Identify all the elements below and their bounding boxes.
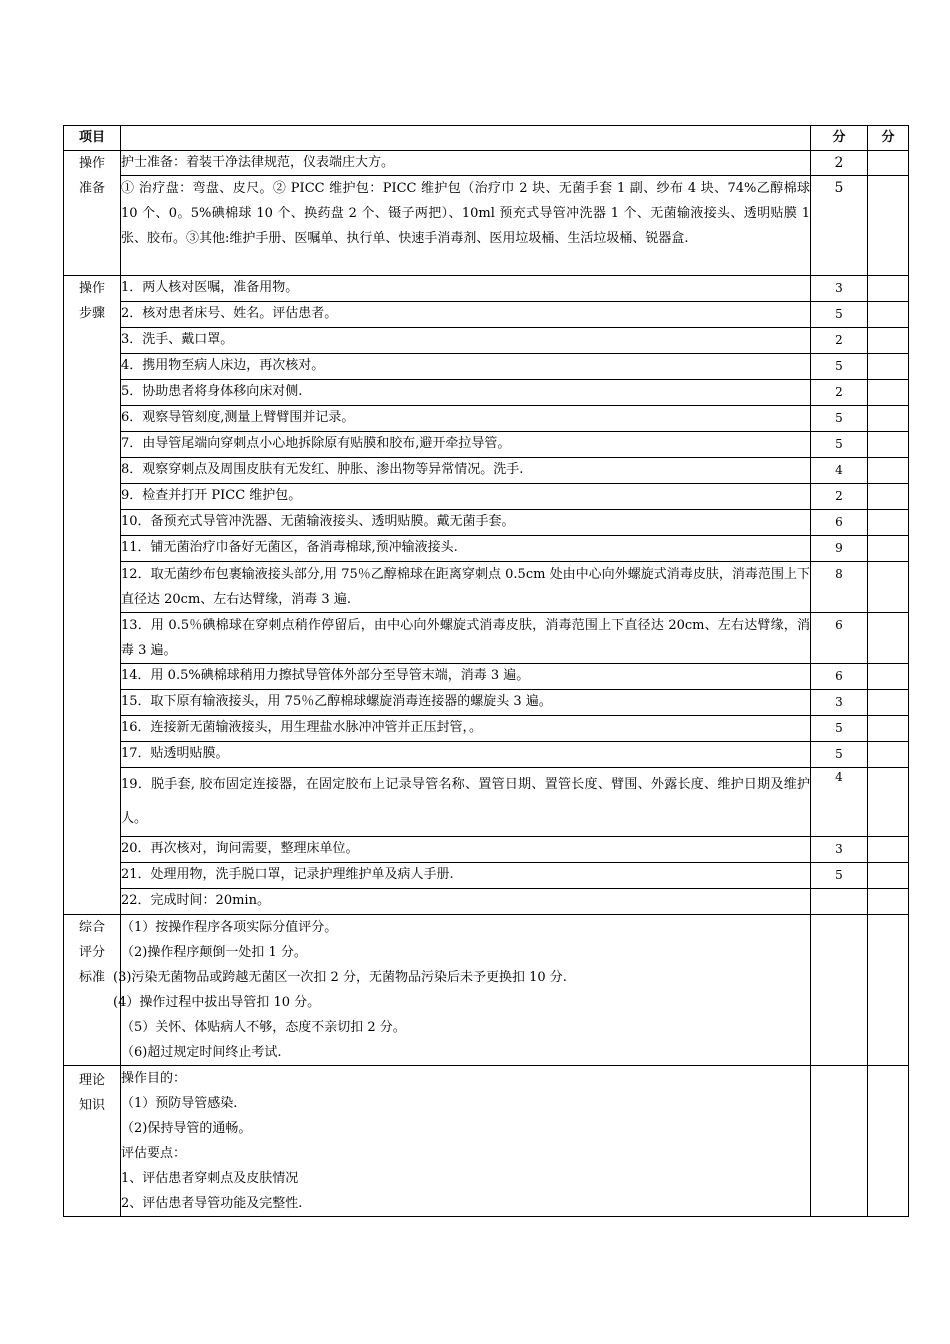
step-score: 9 — [811, 536, 868, 562]
step-text: 21．处理用物，洗手脱口罩，记录护理维护单及病人手册. — [121, 863, 811, 889]
step-row — [64, 302, 909, 328]
step-text: 5．协助患者将身体移向床对侧. — [121, 380, 811, 406]
step-score-2 — [868, 664, 909, 690]
step-score-2 — [868, 510, 909, 536]
step-row — [64, 380, 909, 406]
step-score-2 — [868, 889, 909, 915]
step-score: 5 — [811, 432, 868, 458]
scoring-score — [811, 915, 868, 1066]
step-text: 1．两人核对医嘱，准备用物。 — [121, 276, 811, 302]
step-score: 6 — [811, 510, 868, 536]
step-row — [64, 664, 909, 690]
theory-line: （1）预防导管感染. — [121, 1096, 238, 1111]
scoring-criteria — [113, 915, 811, 1066]
step-score-2 — [868, 328, 909, 354]
step-score: 5 — [811, 742, 868, 768]
step-row — [64, 690, 909, 716]
step-score: 5 — [811, 406, 868, 432]
scoring-line: (4）操作过程中拔出导管扣 10 分。 — [113, 995, 321, 1010]
step-score-2 — [868, 768, 909, 837]
prep-score-2 — [868, 151, 909, 176]
step-score: 5 — [811, 302, 868, 328]
step-score-2 — [868, 742, 909, 768]
step-row — [64, 716, 909, 742]
step-row — [64, 768, 909, 837]
step-score-2 — [868, 484, 909, 510]
step-row — [64, 328, 909, 354]
step-score: 3 — [811, 276, 868, 302]
step-row — [64, 562, 909, 613]
theory-line: 1、评估患者穿刺点及皮肤情况 — [121, 1171, 299, 1186]
step-text: 16．连接新无菌输液接头，用生理盐水脉冲冲管并正压封管，。 — [121, 716, 811, 742]
step-row — [64, 742, 909, 768]
step-score: 2 — [811, 380, 868, 406]
prep-row — [64, 151, 909, 176]
step-text: 10．备预充式导管冲洗器、无菌输液接头、透明贴膜。戴无菌手套。 — [121, 510, 811, 536]
step-score: 2 — [811, 484, 868, 510]
header-score-1: 分 — [811, 126, 868, 151]
step-text: 20．再次核对，询问需要，整理床单位。 — [121, 837, 811, 863]
section-label-scoring: 综合 评分 标准 — [64, 915, 121, 1066]
theory-content — [121, 1066, 811, 1217]
step-score — [811, 889, 868, 915]
step-score-2 — [868, 690, 909, 716]
scoring-line: （5）关怀、体贴病人不够，态度不亲切扣 2 分。 — [121, 1020, 406, 1035]
theory-line: （2)保持导管的通畅。 — [121, 1121, 252, 1136]
prep-score: 2 — [811, 151, 868, 176]
step-row — [64, 837, 909, 863]
step-row — [64, 458, 909, 484]
header-item: 项目 — [64, 126, 121, 151]
step-text: 9．检查并打开 PICC 维护包。 — [121, 484, 811, 510]
step-score-2 — [868, 302, 909, 328]
step-text: 6．观察导管刻度,测量上臂臂围并记录。 — [121, 406, 811, 432]
step-score-2 — [868, 863, 909, 889]
step-score-2 — [868, 536, 909, 562]
theory-line: 操作目的： — [121, 1071, 187, 1086]
scoring-score-2 — [868, 915, 909, 1066]
step-score-2 — [868, 432, 909, 458]
prep-row — [64, 176, 909, 276]
prep-text: 护士准备：着装干净法律规范，仪表端庄大方。 — [121, 151, 811, 176]
prep-score: 5 — [811, 176, 868, 276]
step-row — [64, 889, 909, 915]
step-score: 5 — [811, 716, 868, 742]
step-row — [64, 484, 909, 510]
step-score: 6 — [811, 664, 868, 690]
step-score: 4 — [811, 458, 868, 484]
step-text: 17．贴透明贴膜。 — [121, 742, 811, 768]
theory-score — [811, 1066, 868, 1217]
step-score-2 — [868, 837, 909, 863]
step-row — [64, 432, 909, 458]
step-text: 3．洗手、戴口罩。 — [121, 328, 811, 354]
step-score-2 — [868, 354, 909, 380]
theory-score-2 — [868, 1066, 909, 1217]
section-label-preparation: 操作 准备 — [64, 151, 121, 276]
step-text: 14．用 0.5%碘棉球稍用力擦拭导管体外部分至导管末端，消毒 3 遍。 — [121, 664, 811, 690]
step-text: 8．观察穿刺点及周围皮肤有无发红、肿胀、渗出物等异常情况。洗手. — [121, 458, 811, 484]
prep-text: ① 治疗盘：弯盘、皮尺。② PICC 维护包：PICC 维护包（治疗巾 2 块、无菌手套 1 副、纱布 4 块、74%乙醇棉球 10 个、0。5%碘棉球 10 个、换药盘 2 个、镊子两把）、10ml 预充式导管冲洗器 1 个、无菌输液接头、透明贴膜 1 张、胶布。③其他:维护手册、医嘱单、执行单、快速手消毒剂、医用垃圾桶、生活垃圾桶、锐器盒. — [121, 176, 811, 276]
step-row — [64, 863, 909, 889]
step-score-2 — [868, 276, 909, 302]
step-score: 5 — [811, 354, 868, 380]
step-text: 7．由导管尾端向穿刺点小心地拆除原有贴膜和胶布,避开牵拉导管。 — [121, 432, 811, 458]
step-row — [64, 276, 909, 302]
scoring-line: （6)超过规定时间终止考试. — [121, 1045, 282, 1060]
section-label-steps: 操作 步骤 — [64, 276, 121, 915]
scoring-line: （2)操作程序颠倒一处扣 1 分。 — [121, 945, 307, 960]
prep-score-2 — [868, 176, 909, 276]
step-row — [64, 354, 909, 380]
theory-line: 评估要点： — [121, 1146, 187, 1161]
step-text: 15．取下原有输液接头，用 75％乙醇棉球螺旋消毒连接器的螺旋头 3 遍。 — [121, 690, 811, 716]
section-label-theory: 理论 知识 — [64, 1066, 121, 1217]
scoring-line: （1）按操作程序各项实际分值评分。 — [121, 920, 338, 935]
step-text: 19．脱手套, 胶布固定连接器，在固定胶布上记录导管名称、置管日期、置管长度、臂围、外露长度、维护日期及维护人。 — [121, 768, 811, 837]
step-score-2 — [868, 716, 909, 742]
assessment-table — [63, 125, 909, 1217]
scoring-row — [64, 915, 909, 1066]
step-text: 11．铺无菌治疗巾备好无菌区，备消毒棉球,预冲输液接头. — [121, 536, 811, 562]
header-row — [64, 126, 909, 151]
step-text: 2．核对患者床号、姓名。评估患者。 — [121, 302, 811, 328]
scoring-line: (3)污染无菌物品或跨越无菌区一次扣 2 分，无菌物品污染后未予更换扣 10 分. — [113, 970, 567, 985]
step-text: 12．取无菌纱布包裹输液接头部分,用 75％乙醇棉球在距离穿刺点 0.5cm 处由中心向外螺旋式消毒皮肤，消毒范围上下直径达 20cm、左右达臂缘，消毒 3 遍. — [121, 562, 811, 613]
step-row — [64, 536, 909, 562]
step-score: 3 — [811, 690, 868, 716]
step-score: 8 — [811, 562, 868, 613]
header-score-2: 分 — [868, 126, 909, 151]
step-score: 5 — [811, 863, 868, 889]
step-text: 22．完成时间：20min。 — [121, 889, 811, 915]
step-row — [64, 613, 909, 664]
step-score: 2 — [811, 328, 868, 354]
theory-row — [64, 1066, 909, 1217]
step-text: 4．携用物至病人床边，再次核对。 — [121, 354, 811, 380]
step-row — [64, 510, 909, 536]
step-score-2 — [868, 458, 909, 484]
step-score: 3 — [811, 837, 868, 863]
step-score-2 — [868, 380, 909, 406]
step-score: 4 — [811, 768, 868, 837]
theory-line: 2、评估患者导管功能及完整性. — [121, 1196, 303, 1211]
step-score-2 — [868, 406, 909, 432]
step-row — [64, 406, 909, 432]
step-score-2 — [868, 562, 909, 613]
step-score: 6 — [811, 613, 868, 664]
header-content — [121, 126, 811, 151]
step-text: 13．用 0.5％碘棉球在穿刺点稍作停留后，由中心向外螺旋式消毒皮肤，消毒范围上下直径达 20cm、左右达臂缘，消毒 3 遍。 — [121, 613, 811, 664]
step-score-2 — [868, 613, 909, 664]
